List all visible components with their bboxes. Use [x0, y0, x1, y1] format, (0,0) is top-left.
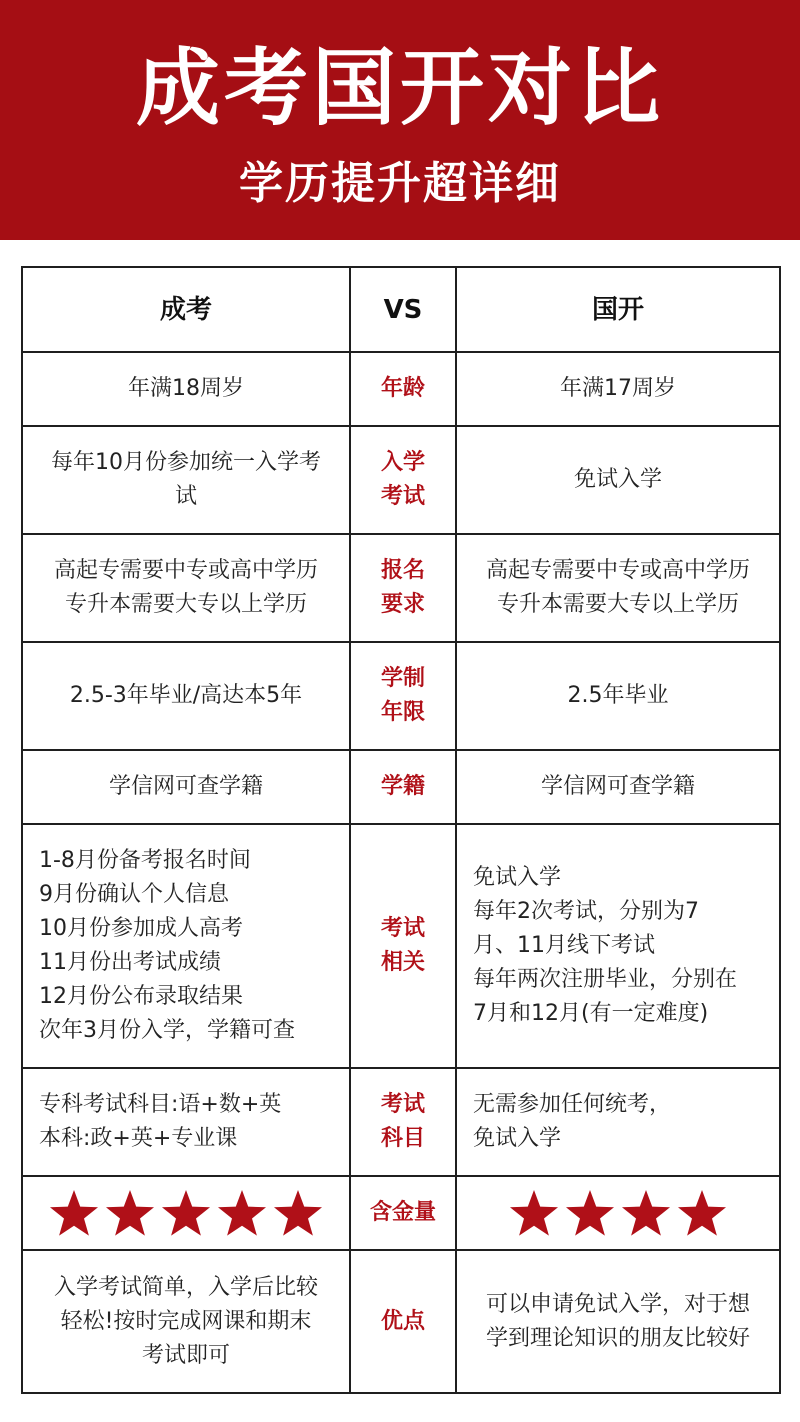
cell-text: 11月份出考试成绩	[39, 950, 221, 975]
cell-text: 专升本需要大专以上学历	[496, 592, 739, 617]
cell-right	[456, 352, 780, 426]
star-icon	[216, 1188, 268, 1238]
row-label	[350, 534, 456, 642]
cell-text: 高起专需要中专或高中学历	[53, 558, 318, 583]
cell-text: 可以申请免试入学，对于想	[485, 1291, 750, 1317]
star-icon	[48, 1188, 100, 1238]
cell-text: 入学考试简单，入学后比较	[53, 1274, 318, 1300]
cell-text: 10月份参加成人高考	[39, 916, 243, 941]
cell-text: 月、11月线下考试	[473, 933, 655, 958]
rating-stars-right	[469, 1188, 767, 1238]
row-label-text: 要求	[380, 592, 425, 617]
star-icon	[676, 1188, 728, 1238]
star-icon	[508, 1188, 560, 1238]
cell-left	[22, 534, 350, 642]
row-label-text: 考试	[380, 916, 425, 941]
row-label-text: 学制	[380, 666, 425, 691]
cell-text: 考试即可	[141, 1342, 230, 1368]
cell-text: 2.5-3年毕业/高达本5年	[69, 683, 303, 708]
cell-right	[456, 426, 780, 534]
cell-text: 轻松!按时完成网课和期末	[60, 1308, 312, 1334]
comparison-table	[21, 266, 781, 1394]
cell-text: 试	[174, 484, 197, 509]
row-label-text: 优点	[380, 1308, 425, 1334]
row-label-text: 学籍	[380, 774, 425, 799]
row-label	[350, 1068, 456, 1176]
cell-left	[22, 1176, 350, 1250]
cell-text: 学信网可查学籍	[108, 774, 263, 799]
cell-left	[22, 426, 350, 534]
cell-left	[22, 750, 350, 824]
header-vs: VS	[350, 267, 456, 352]
cell-text: 7月和12月(有一定难度)	[473, 1001, 709, 1026]
cell-right	[456, 1068, 780, 1176]
row-label-text: 含金量	[369, 1200, 436, 1225]
row-label-text: 报名	[380, 558, 425, 583]
header-guokai: 国开	[456, 267, 780, 352]
row-label	[350, 1176, 456, 1250]
cell-text: 学信网可查学籍	[540, 774, 695, 799]
star-icon	[620, 1188, 672, 1238]
cell-text: 专升本需要大专以上学历	[64, 592, 307, 617]
table-row-registration	[22, 750, 780, 824]
rating-stars-left	[35, 1188, 337, 1238]
page-subtitle: 学历提升超详细	[239, 158, 561, 209]
row-label	[350, 1250, 456, 1393]
cell-text: 次年3月份入学，学籍可查	[39, 1018, 295, 1043]
cell-right	[456, 642, 780, 750]
row-label-text: 考试	[380, 1092, 425, 1117]
cell-text: 12月份公布录取结果	[39, 984, 243, 1009]
row-label	[350, 750, 456, 824]
cell-text: 2.5年毕业	[567, 683, 669, 708]
cell-left	[22, 1250, 350, 1393]
star-icon	[564, 1188, 616, 1238]
star-icon	[104, 1188, 156, 1238]
cell-text: 免试入学	[473, 865, 562, 890]
cell-text: 学到理论知识的朋友比较好	[485, 1325, 750, 1351]
table-row-value-rating	[22, 1176, 780, 1250]
table-row-duration	[22, 642, 780, 750]
row-label-text: 考试	[380, 484, 425, 509]
row-label-text: 年限	[380, 700, 425, 725]
cell-text: 年满17周岁	[560, 376, 676, 401]
cell-text: 9月份确认个人信息	[39, 882, 229, 907]
cell-text: 年满18周岁	[128, 376, 244, 401]
cell-right	[456, 1176, 780, 1250]
row-label	[350, 824, 456, 1068]
row-label-text: 年龄	[380, 376, 425, 401]
cell-left	[22, 1068, 350, 1176]
table-header-row	[22, 267, 780, 352]
cell-right	[456, 1250, 780, 1393]
table-row-advantages	[22, 1250, 780, 1393]
cell-text: 每年10月份参加统一入学考	[51, 450, 321, 475]
cell-text: 免试入学	[473, 1126, 562, 1151]
table-row-admission-exam	[22, 426, 780, 534]
cell-left	[22, 642, 350, 750]
row-label	[350, 352, 456, 426]
table-row-exam-subjects	[22, 1068, 780, 1176]
cell-text: 免试入学	[573, 467, 662, 492]
cell-text: 专科考试科目:语+数+英	[39, 1092, 282, 1117]
cell-right	[456, 750, 780, 824]
cell-text: 1-8月份备考报名时间	[39, 848, 251, 873]
row-label-text: 相关	[380, 950, 425, 975]
cell-text: 无需参加任何统考，	[473, 1092, 672, 1117]
cell-text: 高起专需要中专或高中学历	[485, 558, 750, 583]
star-icon	[160, 1188, 212, 1238]
row-label-text: 科目	[380, 1126, 425, 1151]
header-chengkao: 成考	[22, 267, 350, 352]
table-row-age	[22, 352, 780, 426]
cell-right	[456, 824, 780, 1068]
page-title: 成考国开对比	[135, 39, 664, 137]
cell-left	[22, 352, 350, 426]
cell-text: 每年两次注册毕业，分别在	[473, 967, 738, 992]
header-banner	[0, 0, 800, 240]
star-icon	[272, 1188, 324, 1238]
row-label	[350, 642, 456, 750]
row-label	[350, 426, 456, 534]
cell-text: 每年2次考试，分别为7	[473, 899, 699, 924]
table-row-requirements	[22, 534, 780, 642]
row-label-text: 入学	[380, 450, 425, 475]
cell-left	[22, 824, 350, 1068]
cell-text: 本科:政+英+专业课	[39, 1126, 238, 1151]
table-row-exam-schedule	[22, 824, 780, 1068]
cell-right	[456, 534, 780, 642]
